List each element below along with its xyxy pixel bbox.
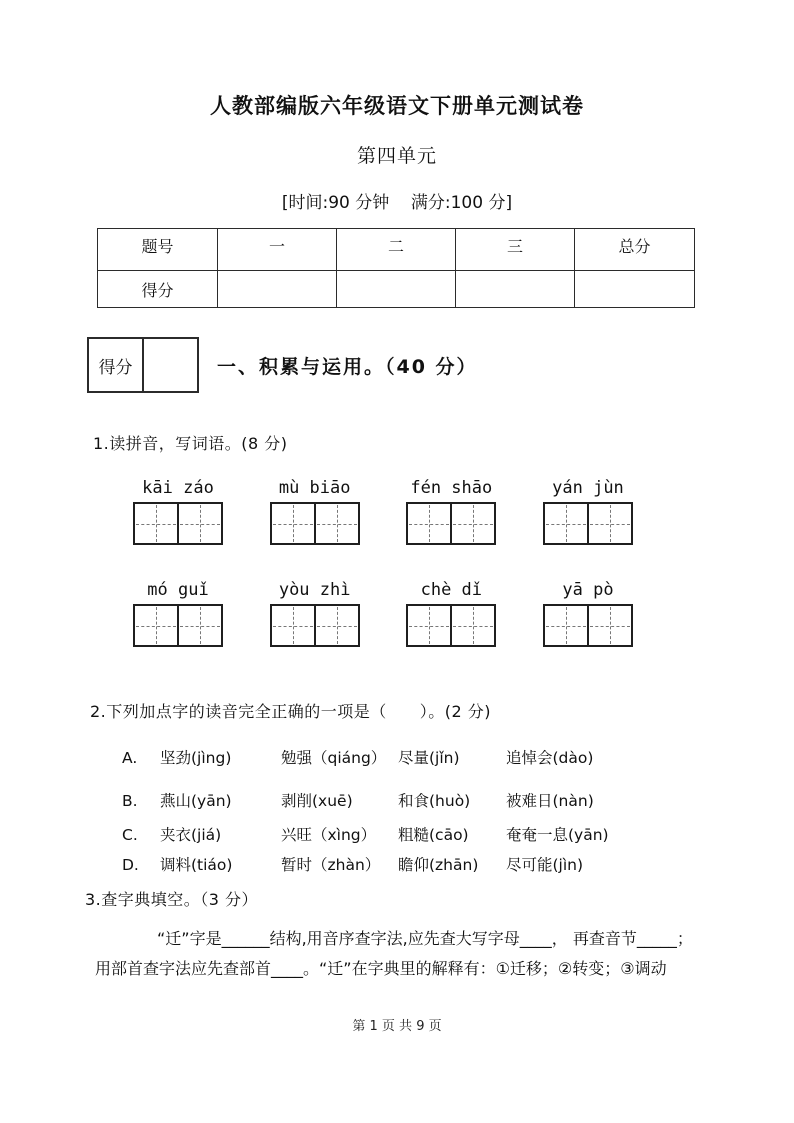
option-letter: A. xyxy=(122,749,138,767)
question3-body xyxy=(95,924,709,984)
option-word: 尽量(jǐn) xyxy=(398,749,460,767)
question2-options xyxy=(122,746,722,875)
pinyin-word-block xyxy=(133,478,223,545)
option-c[interactable] xyxy=(122,823,722,845)
section1-heading: 一、积累与运用。（40 分） xyxy=(217,355,478,378)
option-word: 夹衣(jiá) xyxy=(160,826,222,844)
pinyin-word-block xyxy=(270,478,360,545)
writing-cell[interactable] xyxy=(314,606,358,645)
option-word: 和食(huò) xyxy=(398,792,471,810)
pinyin-label: yā pò xyxy=(562,580,614,600)
section-score-box xyxy=(87,337,199,393)
option-letter: D. xyxy=(122,856,139,874)
question3-line2: 用部首查字法应先查部首____。“迁”在字典里的解释有：①迁移；②转变；③调动 xyxy=(95,959,667,978)
question1-title: 1.读拼音，写词语。(8 分) xyxy=(93,434,288,453)
writing-cell[interactable] xyxy=(408,606,450,645)
page-title: 人教部编版六年级语文下册单元测试卷 xyxy=(210,94,584,118)
option-b[interactable] xyxy=(122,789,722,811)
character-writing-grid[interactable] xyxy=(270,502,360,545)
writing-cell[interactable] xyxy=(135,606,177,645)
option-word: 坚劲(jìng) xyxy=(160,749,232,767)
option-letter: B. xyxy=(122,792,138,810)
option-word: 尽可能(jìn) xyxy=(506,856,584,874)
option-letter: C. xyxy=(122,826,138,844)
score-table-header-row xyxy=(98,229,695,271)
option-word: 调料(tiáo) xyxy=(160,856,233,874)
pinyin-word-block xyxy=(406,580,496,647)
section1-header xyxy=(87,337,478,393)
score-table-header-total: 总分 xyxy=(575,229,695,271)
score-table-header-two: 二 xyxy=(337,229,456,271)
writing-cell[interactable] xyxy=(272,606,314,645)
score-cell-total[interactable] xyxy=(575,271,695,308)
page-number-footer: 第 1 页 共 9 页 xyxy=(352,1019,442,1034)
pinyin-word-block xyxy=(543,580,633,647)
character-writing-grid[interactable] xyxy=(406,502,496,545)
question3-line1: “迁”字是______结构,用音序查字法,应先查大写字母____， 再查音节_____； xyxy=(157,929,693,948)
score-cell-one[interactable] xyxy=(218,271,337,308)
option-d[interactable] xyxy=(122,853,722,875)
option-word: 追悼会(dào) xyxy=(506,749,594,767)
writing-cell[interactable] xyxy=(450,606,494,645)
writing-cell[interactable] xyxy=(450,504,494,543)
score-cell-three[interactable] xyxy=(456,271,575,308)
score-cell-two[interactable] xyxy=(337,271,456,308)
question3-title: 3.查字典填空。（3 分） xyxy=(85,890,259,909)
pinyin-label: mó guǐ xyxy=(147,580,209,600)
unit-subtitle: 第四单元 xyxy=(356,145,437,167)
option-word: 粗糙(cāo) xyxy=(398,826,469,844)
score-row-label: 得分 xyxy=(98,271,218,308)
writing-cell[interactable] xyxy=(587,606,631,645)
option-word: 暂时（zhàn） xyxy=(281,856,381,874)
writing-cell[interactable] xyxy=(545,606,587,645)
writing-cell[interactable] xyxy=(408,504,450,543)
score-table xyxy=(97,228,695,308)
writing-cell[interactable] xyxy=(587,504,631,543)
score-table-header-three: 三 xyxy=(456,229,575,271)
option-word: 被难日(nàn) xyxy=(506,792,594,810)
pinyin-row-1 xyxy=(133,478,633,545)
writing-cell[interactable] xyxy=(177,606,221,645)
section-score-label: 得分 xyxy=(98,357,133,378)
writing-cell[interactable] xyxy=(135,504,177,543)
pinyin-label: yòu zhì xyxy=(278,580,351,600)
character-writing-grid[interactable] xyxy=(406,604,496,647)
character-writing-grid[interactable] xyxy=(133,604,223,647)
pinyin-label: fén shāo xyxy=(410,478,493,498)
option-a[interactable] xyxy=(122,746,722,768)
pinyin-row-2 xyxy=(133,580,633,647)
score-table-score-row xyxy=(98,271,695,308)
writing-cell[interactable] xyxy=(177,504,221,543)
writing-cell[interactable] xyxy=(545,504,587,543)
pinyin-word-block xyxy=(133,580,223,647)
option-word: 兴旺（xìng） xyxy=(281,826,377,844)
score-table-header-question: 题号 xyxy=(98,229,218,271)
writing-cell[interactable] xyxy=(272,504,314,543)
pinyin-word-block xyxy=(406,478,496,545)
pinyin-word-block xyxy=(270,580,360,647)
pinyin-label: mù biāo xyxy=(278,478,351,498)
question2-title: 2.下列加点字的读音完全正确的一项是（ ）。(2 分) xyxy=(90,702,492,721)
time-score-line: [时间:90 分钟 满分:100 分] xyxy=(281,193,513,213)
option-word: 勉强（qiáng） xyxy=(281,749,387,767)
pinyin-word-block xyxy=(543,478,633,545)
section-score-value-cell[interactable] xyxy=(142,339,197,391)
option-word: 剥削(xuē) xyxy=(281,792,353,810)
pinyin-label: chè dǐ xyxy=(420,580,483,600)
character-writing-grid[interactable] xyxy=(270,604,360,647)
option-word: 奄奄一息(yān) xyxy=(506,826,609,844)
option-word: 瞻仰(zhān) xyxy=(398,856,479,874)
score-table-header-one: 一 xyxy=(218,229,337,271)
pinyin-label: yán jùn xyxy=(552,478,624,498)
character-writing-grid[interactable] xyxy=(543,604,633,647)
character-writing-grid[interactable] xyxy=(133,502,223,545)
pinyin-label: kāi záo xyxy=(142,478,214,498)
option-word: 燕山(yān) xyxy=(160,792,232,810)
writing-cell[interactable] xyxy=(314,504,358,543)
character-writing-grid[interactable] xyxy=(543,502,633,545)
